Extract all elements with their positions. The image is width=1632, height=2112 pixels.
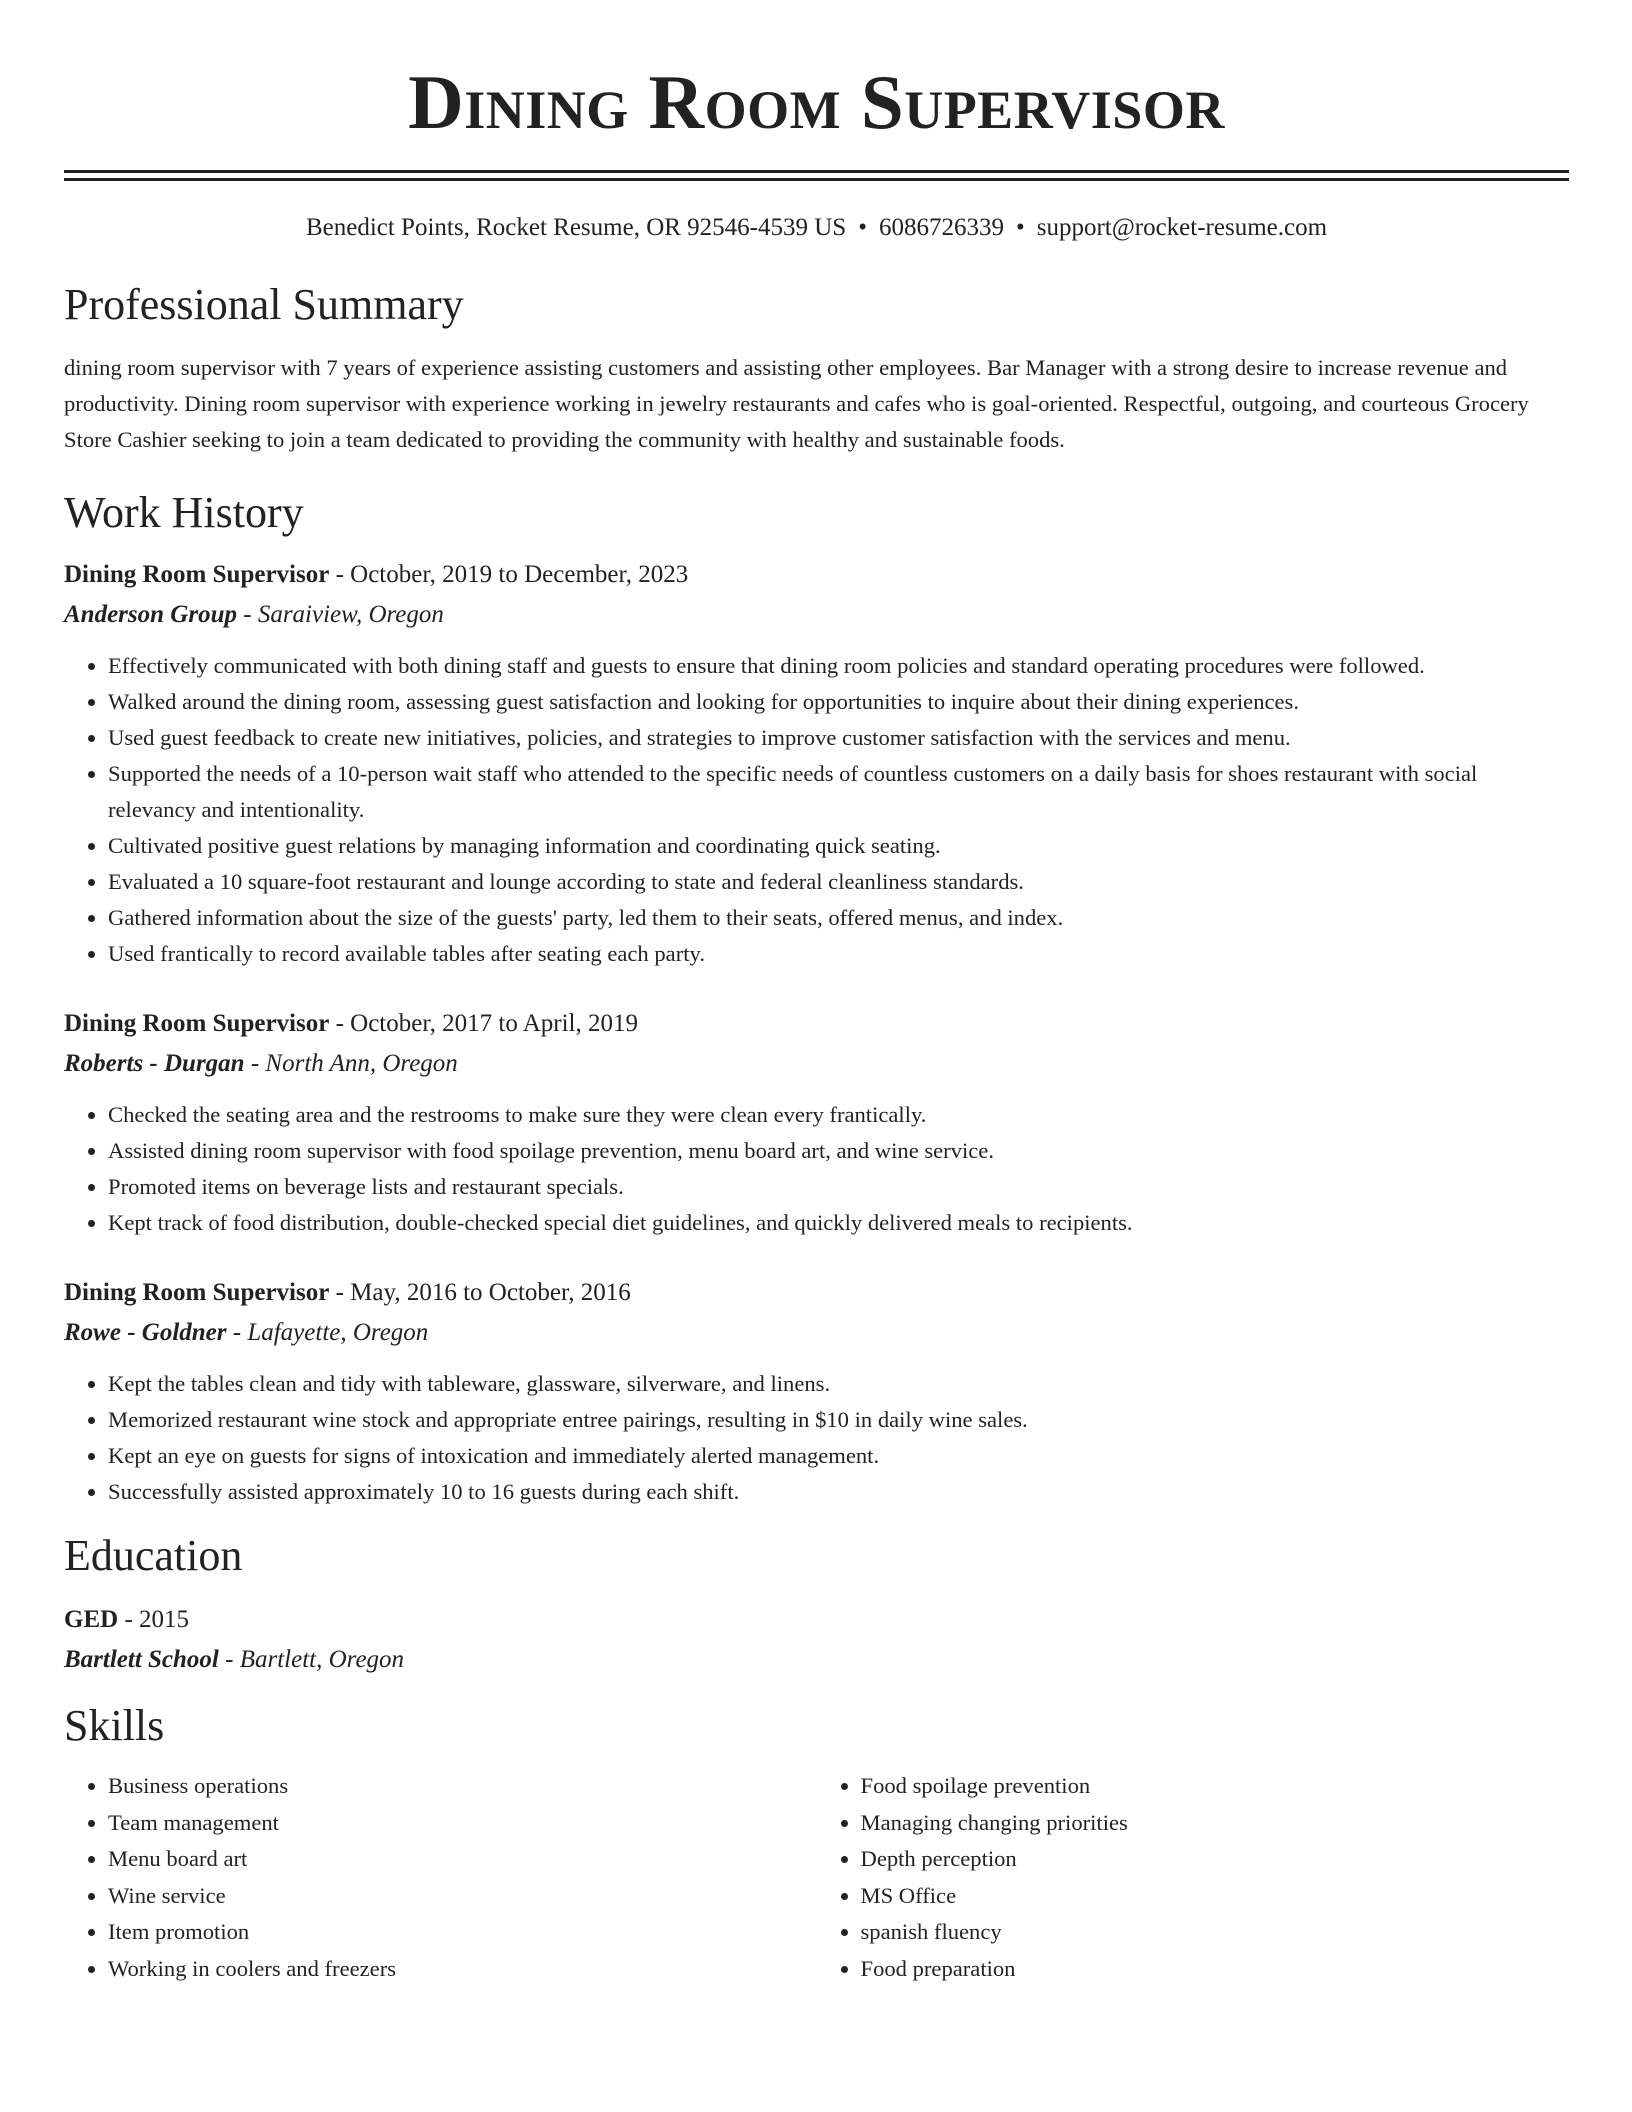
employer-line <box>64 1044 1569 1084</box>
job-title: Dining Room Supervisor <box>64 1279 330 1306</box>
job-entry <box>64 1273 1569 1510</box>
school-line <box>64 1640 1569 1680</box>
contact-address: Benedict Points, Rocket Resume, OR 92546-4539 US <box>305 214 847 241</box>
employer-line <box>64 1313 1569 1353</box>
summary-text: dining room supervisor with 7 years of experience assisting customers and assisting other employees. Bar Manager with a strong desire to increase revenue and productivity. Dining room supervisor with experience working in jewelry restaurants and cafes who is goal-oriented. Respectful, outgoing, and courteous Grocery Store Cashier seeking to join a team dedicated to providing the community with healthy and sustainable foods. <box>64 355 1529 452</box>
job-dates: October, 2019 to December, 2023 <box>350 561 689 588</box>
job-title: Dining Room Supervisor <box>64 1010 330 1037</box>
list-item: • Effectively communicated with both dining staff and guests to ensure that dining room policies and standard operating procedures were followed. <box>108 648 1569 684</box>
skill-item: • spanish fluency <box>861 1914 1570 1951</box>
dash: - <box>226 1319 248 1346</box>
dash: - <box>329 1279 351 1306</box>
job-title-line <box>64 1273 1569 1313</box>
contact-line <box>64 213 1569 243</box>
job-title: Dining Room Supervisor <box>64 561 330 588</box>
employer-name: Roberts - Durgan <box>64 1050 245 1077</box>
skills-list-right <box>817 1768 1570 1987</box>
degree: GED <box>64 1606 119 1633</box>
employer-location: North Ann, Oregon <box>265 1050 458 1077</box>
summary-heading: Professional Summary <box>64 280 464 329</box>
skills-heading: Skills <box>64 1701 165 1750</box>
skill-item: • Depth perception <box>861 1841 1570 1878</box>
education-entry <box>64 1600 1569 1680</box>
dash: - <box>244 1050 266 1077</box>
contact-email: support@rocket-resume.com <box>1036 214 1328 241</box>
skill-item: • Food spoilage prevention <box>861 1768 1570 1805</box>
job-dates: October, 2017 to April, 2019 <box>350 1010 638 1037</box>
list-item: • Memorized restaurant wine stock and appropriate entree pairings, resulting in $10 in daily wine sales. <box>108 1402 1569 1438</box>
graduation-year: 2015 <box>139 1606 190 1633</box>
list-item: • Gathered information about the size of the guests' party, led them to their seats, offered menus, and index. <box>108 900 1569 936</box>
resume-page <box>64 0 1569 1987</box>
contact-separator: • <box>858 214 867 241</box>
skills-list-left <box>64 1768 817 1987</box>
resume-name: Dining Room Supervisor <box>408 59 1225 145</box>
list-item: • Walked around the dining room, assessing guest satisfaction and looking for opportunities to inquire about their dining experiences. <box>108 684 1569 720</box>
skill-item: • Managing changing priorities <box>861 1805 1570 1842</box>
dash: - <box>118 1606 140 1633</box>
dash: - <box>236 601 258 628</box>
skill-item: • Item promotion <box>108 1914 817 1951</box>
list-item: • Promoted items on beverage lists and restaurant specials. <box>108 1169 1569 1205</box>
skill-item: • Wine service <box>108 1878 817 1915</box>
work-history-heading: Work History <box>64 488 304 537</box>
list-item: • Supported the needs of a 10-person wait staff who attended to the specific needs of countless customers on a daily basis for shoes restaurant with social relevancy and intentionality. <box>108 756 1569 828</box>
list-item: • Checked the seating area and the restrooms to make sure they were clean every frantically. <box>108 1097 1569 1133</box>
job-bullets <box>64 1097 1569 1241</box>
list-item: • Used guest feedback to create new initiatives, policies, and strategies to improve customer satisfaction with the services and menu. <box>108 720 1569 756</box>
employer-line <box>64 595 1569 635</box>
job-title-line <box>64 555 1569 595</box>
employer-name: Anderson Group <box>64 601 237 628</box>
education-heading: Education <box>64 1531 243 1580</box>
header-double-rule <box>64 170 1569 181</box>
list-item: • Assisted dining room supervisor with food spoilage prevention, menu board art, and wine service. <box>108 1133 1569 1169</box>
dash: - <box>329 1010 351 1037</box>
job-bullets <box>64 1366 1569 1510</box>
skill-item: • Working in coolers and freezers <box>108 1951 817 1988</box>
list-item: • Used frantically to record available tables after seating each party. <box>108 936 1569 972</box>
skill-item: • Team management <box>108 1805 817 1842</box>
job-title-line <box>64 1004 1569 1044</box>
contact-phone: 6086726339 <box>878 214 1004 241</box>
list-item: • Evaluated a 10 square-foot restaurant and lounge according to state and federal cleanliness standards. <box>108 864 1569 900</box>
list-item: • Kept the tables clean and tidy with tableware, glassware, silverware, and linens. <box>108 1366 1569 1402</box>
employer-name: Rowe - Goldner <box>64 1319 227 1346</box>
dash: - <box>218 1646 240 1673</box>
job-entry <box>64 1004 1569 1241</box>
employer-location: Saraiview, Oregon <box>257 601 444 628</box>
list-item: • Kept an eye on guests for signs of intoxication and immediately alerted management. <box>108 1438 1569 1474</box>
skill-item: • Business operations <box>108 1768 817 1805</box>
contact-separator: • <box>1015 214 1025 241</box>
skills-columns <box>64 1768 1569 1987</box>
list-item: • Successfully assisted approximately 10 to 16 guests during each shift. <box>108 1474 1569 1510</box>
skill-item: • MS Office <box>861 1878 1570 1915</box>
job-dates: May, 2016 to October, 2016 <box>350 1279 631 1306</box>
school-name: Bartlett School <box>64 1646 219 1673</box>
list-item: • Kept track of food distribution, double-checked special diet guidelines, and quickly delivered meals to recipients. <box>108 1205 1569 1241</box>
employer-location: Lafayette, Oregon <box>247 1319 429 1346</box>
skill-item: • Food preparation <box>861 1951 1570 1988</box>
dash: - <box>329 561 351 588</box>
list-item: • Cultivated positive guest relations by managing information and coordinating quick seating. <box>108 828 1569 864</box>
degree-line <box>64 1600 1569 1640</box>
job-entry <box>64 555 1569 972</box>
job-bullets <box>64 648 1569 972</box>
school-location: Bartlett, Oregon <box>239 1646 405 1673</box>
skill-item: • Menu board art <box>108 1841 817 1878</box>
